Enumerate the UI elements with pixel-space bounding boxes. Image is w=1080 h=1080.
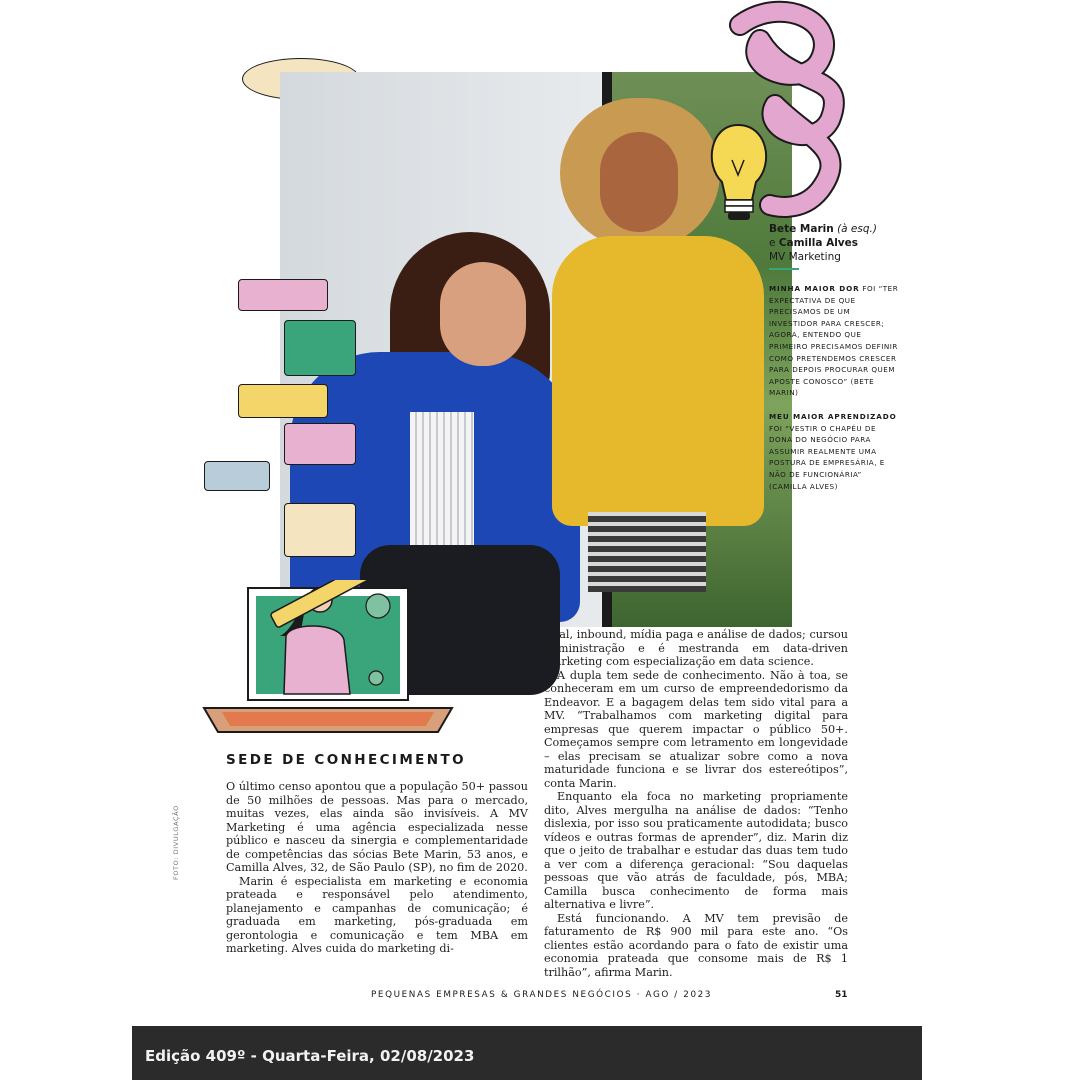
caption-name-1: Bete Marin [769, 223, 834, 235]
page-number: 51 [835, 990, 848, 1000]
article-column-left [226, 780, 528, 956]
caption-learning-text: FOI “VESTIR O CHAPÉU DE DONA DO NEGÓCIO PARA ASSUMIR REALMENTE UMA POSTURA DE EMPRESÁRIA, E NÃO DE FUNCIONÁRIA” (CAMILLA ALVES) [769, 423, 885, 491]
article-column-right [544, 628, 848, 979]
caption-divider [769, 268, 799, 270]
caption-name-1-note: (à esq.) [837, 223, 877, 235]
caption-pain-label: MINHA MAIOR DOR [769, 284, 860, 293]
caption-connector: e [769, 237, 776, 249]
spiral-lightbulb-illustration [700, 0, 850, 240]
article-paragraph: O último censo apontou que a população 50+ passou de 50 milhões de pessoas. Mas para o mercado, muitas vezes, elas ainda são invisíveis. A MV Marketing é uma agência especializada nesse público e nasceu da sinergia e complementaridade de competências das sócias Bete Marin, 53 anos, e Camilla Alves, 32, de São Paulo (SP), no fim de 2020. [226, 780, 528, 874]
caption-pain-text: FOI “TER EXPECTATIVA DE QUE PRECISAMOS DE UM INVESTIDOR PARA CRESCER; AGORA, ENTENDO QUE PRIMEIRO PRECISAMOS DEFINIR COMO PRETENDEMOS CRESCER PARA DEPOIS PROCURAR QUEM APOSTE CONOSCO” (BETE MARIN) [769, 284, 899, 398]
laptop-pencil-illustration [200, 580, 460, 740]
caption-name-2: Camilla Alves [778, 237, 859, 249]
speech-bubble-green [284, 320, 356, 376]
magazine-footer: PEQUENAS EMPRESAS & GRANDES NEGÓCIOS · AGO / 2023 [371, 990, 713, 1000]
photo-figure-camilla-face [600, 132, 678, 232]
speech-bubble-yellow [238, 384, 328, 418]
caption-learning [769, 411, 901, 492]
speech-bubble-pink-1 [238, 279, 328, 311]
photo-figure-bete-shirt [410, 412, 474, 562]
article-paragraph: A dupla tem sede de conhecimento. Não à toa, se conheceram em um curso de empreendedorismo da Endeavor. E a bagagem delas tem sido vital para a MV. “Trabalhamos com marketing digital para empresas que querem impactar o público 50+. Começamos sempre com letramento em longevidade – elas precisam se atualizar sobre como a nova maturidade funciona e se livrar dos estereótipos”, conta Marin. [544, 668, 848, 790]
caption-pain [769, 283, 901, 399]
article-paragraph: Marin é especialista em marketing e economia prateada e responsável pelo atendimento, planejamento e campanhas de comunicação; é graduada em marketing, pós-graduada em gerontologia e comunicação e tem MBA em marketing. Alves cuida do marketing di- [226, 874, 528, 955]
caption-learning-label: MEU MAIOR APRENDIZADO [769, 411, 897, 421]
article-heading: SEDE DE CONHECIMENTO [226, 752, 466, 768]
caption-quotes [769, 283, 901, 492]
photo-figure-camilla-skirt [588, 512, 706, 592]
article-paragraph: Está funcionando. A MV tem previsão de faturamento de R$ 900 mil para este ano. “Os clientes estão acordando para o fato de existir uma economia prateada que consome mais de R$ 1 trilhão”, afirma Marin. [544, 911, 848, 979]
photo-credit: FOTO: DIVULGAÇÃO [172, 805, 180, 880]
article-paragraph: gital, inbound, mídia paga e análise de dados; cursou administração e é mestranda em data-driven marketing com especialização em data science. [544, 628, 848, 668]
article-paragraph: Enquanto ela foca no marketing propriamente dito, Alves mergulha na análise de dados: “Tenho dislexia, por isso sou praticamente autodidata; busco vídeos e outras formas de aprender”, diz. Marin diz que o jeito de trabalhar e estudar das duas tem tudo a ver com a diferença geracional: “Sou daquelas pessoas que vão atrás de faculdade, pós, MBA; Camilla busca conhecimento de forma mais alternativa e livre”. [544, 790, 848, 911]
speech-bubble-pink-2 [284, 423, 356, 465]
photo-caption-names [769, 222, 909, 264]
speech-bubble-blue [204, 461, 270, 491]
caption-company: MV Marketing [769, 251, 841, 263]
speech-bubble-cream [284, 503, 356, 557]
edition-banner-text: Edição 409º - Quarta-Feira, 02/08/2023 [145, 1047, 475, 1065]
photo-figure-bete-face [440, 262, 526, 366]
photo-figure-camilla-blazer [552, 236, 764, 526]
